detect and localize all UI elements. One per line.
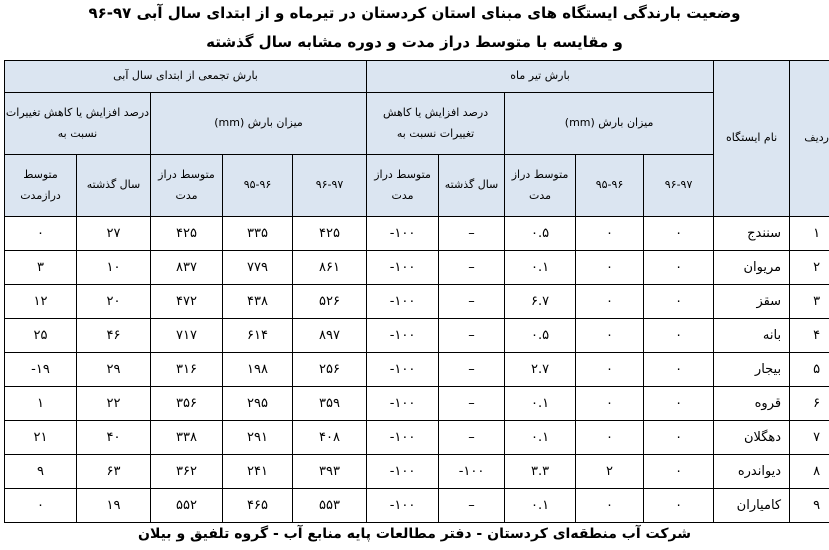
tir-pct-last-year-header: سال گذشته (439, 155, 505, 217)
value-cell-c-9695: ۳۳۵ (223, 217, 293, 251)
value-cell-c-9796: ۴۰۸ (293, 421, 367, 455)
value-cell-t-avg: ۳.۳ (505, 455, 576, 489)
value-cell-c-9796: ۴۲۵ (293, 217, 367, 251)
value-cell-t-pct_avg: -۱۰۰ (367, 387, 439, 421)
value-cell-t-9796: ۰ (644, 455, 714, 489)
value-cell-t-9695: ۰ (576, 217, 644, 251)
row-number-cell: ۶ (790, 387, 829, 421)
value-cell-c-avg: ۴۲۵ (151, 217, 223, 251)
document-title-line1: وضعیت بارندگی ایستگاه های مبنای استان کردستان در تیرماه و از ابتدای سال آبی ۹۷-۹۶ (88, 4, 741, 22)
station-name-cell: دیواندره (714, 455, 790, 489)
value-cell-c-9695: ۲۹۱ (223, 421, 293, 455)
value-cell-c-9695: ۷۷۹ (223, 251, 293, 285)
row-number-cell: ۷ (790, 421, 829, 455)
value-cell-c-pct_avg: ۲۵ (5, 319, 77, 353)
value-cell-t-avg: ۰.۱ (505, 251, 576, 285)
value-cell-c-9796: ۳۵۹ (293, 387, 367, 421)
value-cell-t-9796: ۰ (644, 251, 714, 285)
value-cell-t-avg: ۰.۱ (505, 387, 576, 421)
value-cell-c-9796: ۸۶۱ (293, 251, 367, 285)
value-cell-t-avg: ۰.۱ (505, 489, 576, 523)
station-name-cell: بانه (714, 319, 790, 353)
value-cell-c-avg: ۴۷۲ (151, 285, 223, 319)
value-cell-c-9796: ۵۲۶ (293, 285, 367, 319)
value-cell-c-9695: ۲۴۱ (223, 455, 293, 489)
table-row (5, 489, 829, 523)
station-name-header: نام ایستگاه (714, 61, 790, 217)
row-number-header: ردیف (790, 61, 829, 217)
value-cell-t-9796: ۰ (644, 319, 714, 353)
value-cell-c-last: ۱۹ (77, 489, 151, 523)
tir-rain-amount-header: میزان بارش (mm) (505, 93, 714, 155)
tir-long-avg-header: متوسط دراز مدت (505, 155, 576, 217)
value-cell-c-pct_avg: ۹ (5, 455, 77, 489)
value-cell-t-avg: ۰.۵ (505, 217, 576, 251)
table-row (5, 455, 829, 489)
value-cell-t-avg: ۰.۱ (505, 421, 576, 455)
value-cell-c-9695: ۶۱۴ (223, 319, 293, 353)
station-name-cell: سنندج (714, 217, 790, 251)
value-cell-c-last: ۲۰ (77, 285, 151, 319)
station-name-cell: قروه (714, 387, 790, 421)
value-cell-c-9695: ۱۹۸ (223, 353, 293, 387)
cum-9796-header: ۹۶-۹۷ (293, 155, 367, 217)
tir-rain-header: بارش تیر ماه (367, 61, 714, 93)
value-cell-c-9796: ۸۹۷ (293, 319, 367, 353)
cum-rain-amount-header: میزان بارش (mm) (151, 93, 367, 155)
value-cell-t-last: – (439, 319, 505, 353)
value-cell-t-last: – (439, 489, 505, 523)
value-cell-t-last: -۱۰۰ (439, 455, 505, 489)
value-cell-c-pct_avg: ۰ (5, 489, 77, 523)
value-cell-c-avg: ۷۱۷ (151, 319, 223, 353)
value-cell-t-pct_avg: -۱۰۰ (367, 217, 439, 251)
table-row (5, 217, 829, 251)
value-cell-c-last: ۶۳ (77, 455, 151, 489)
value-cell-c-9695: ۲۹۵ (223, 387, 293, 421)
value-cell-c-9695: ۴۳۸ (223, 285, 293, 319)
tir-9796-header: ۹۶-۹۷ (644, 155, 714, 217)
row-number-cell: ۹ (790, 489, 829, 523)
table-row (5, 353, 829, 387)
value-cell-t-last: – (439, 217, 505, 251)
value-cell-c-avg: ۳۶۲ (151, 455, 223, 489)
cum-long-avg-header: متوسط دراز مدت (151, 155, 223, 217)
value-cell-t-9695: ۰ (576, 387, 644, 421)
value-cell-t-avg: ۰.۵ (505, 319, 576, 353)
station-name-cell: سقز (714, 285, 790, 319)
value-cell-c-pct_avg: ۱۲ (5, 285, 77, 319)
value-cell-t-9695: ۰ (576, 251, 644, 285)
tir-9695-header: ۹۵-۹۶ (576, 155, 644, 217)
value-cell-c-pct_avg: ۰ (5, 217, 77, 251)
cum-pct-long-avg-header: متوسط درازمدت (5, 155, 77, 217)
value-cell-c-9796: ۵۵۳ (293, 489, 367, 523)
table-row (5, 319, 829, 353)
value-cell-t-9695: ۰ (576, 319, 644, 353)
value-cell-c-avg: ۳۵۶ (151, 387, 223, 421)
value-cell-t-avg: ۶.۷ (505, 285, 576, 319)
value-cell-t-last: – (439, 251, 505, 285)
value-cell-t-pct_avg: -۱۰۰ (367, 353, 439, 387)
row-number-cell: ۲ (790, 251, 829, 285)
value-cell-t-pct_avg: -۱۰۰ (367, 421, 439, 455)
value-cell-c-last: ۴۶ (77, 319, 151, 353)
value-cell-c-last: ۲۲ (77, 387, 151, 421)
value-cell-c-pct_avg: -۱۹ (5, 353, 77, 387)
tir-pct-long-avg-header: متوسط دراز مدت (367, 155, 439, 217)
value-cell-t-9695: ۰ (576, 353, 644, 387)
cum-pct-change-header: درصد افزایش یا کاهش تغییرات نسبت به (5, 93, 151, 155)
station-name-cell: بیجار (714, 353, 790, 387)
table-row (5, 421, 829, 455)
value-cell-t-pct_avg: -۱۰۰ (367, 251, 439, 285)
value-cell-c-9796: ۳۹۳ (293, 455, 367, 489)
cum-9695-header: ۹۵-۹۶ (223, 155, 293, 217)
row-number-cell: ۴ (790, 319, 829, 353)
value-cell-c-9695: ۴۶۵ (223, 489, 293, 523)
value-cell-t-9796: ۰ (644, 285, 714, 319)
value-cell-t-9695: ۰ (576, 421, 644, 455)
value-cell-t-9796: ۰ (644, 387, 714, 421)
value-cell-c-avg: ۵۵۲ (151, 489, 223, 523)
row-number-cell: ۵ (790, 353, 829, 387)
table-row (5, 387, 829, 421)
row-number-cell: ۱ (790, 217, 829, 251)
station-name-cell: دهگلان (714, 421, 790, 455)
value-cell-t-pct_avg: -۱۰۰ (367, 319, 439, 353)
value-cell-t-9796: ۰ (644, 489, 714, 523)
value-cell-c-pct_avg: ۲۱ (5, 421, 77, 455)
value-cell-c-last: ۱۰ (77, 251, 151, 285)
value-cell-t-9796: ۰ (644, 421, 714, 455)
row-number-cell: ۳ (790, 285, 829, 319)
value-cell-c-avg: ۸۳۷ (151, 251, 223, 285)
cum-pct-last-year-header: سال گذشته (77, 155, 151, 217)
rainfall-table (4, 60, 829, 523)
value-cell-t-last: – (439, 353, 505, 387)
document-title-line2: و مقایسه با متوسط دراز مدت و دوره مشابه سال گذشته (206, 33, 623, 51)
value-cell-t-9695: ۲ (576, 455, 644, 489)
value-cell-c-9796: ۲۵۶ (293, 353, 367, 387)
value-cell-c-last: ۲۹ (77, 353, 151, 387)
station-name-cell: کامیاران (714, 489, 790, 523)
station-name-cell: مریوان (714, 251, 790, 285)
value-cell-c-last: ۴۰ (77, 421, 151, 455)
table-row (5, 285, 829, 319)
footer-credit: شرکت آب منطقه‌ای کردستان - دفتر مطالعات پایه منابع آب - گروه تلفیق و بیلان (138, 526, 691, 542)
cumulative-rain-header: بارش تجمعی از ابتدای سال آبی (5, 61, 367, 93)
table-row (5, 251, 829, 285)
value-cell-t-last: – (439, 421, 505, 455)
value-cell-t-9695: ۰ (576, 489, 644, 523)
tir-pct-change-header: درصد افزایش یا کاهش تغییرات نسبت به (367, 93, 505, 155)
value-cell-t-pct_avg: -۱۰۰ (367, 455, 439, 489)
value-cell-t-pct_avg: -۱۰۰ (367, 285, 439, 319)
value-cell-t-last: – (439, 387, 505, 421)
value-cell-c-pct_avg: ۳ (5, 251, 77, 285)
value-cell-t-pct_avg: -۱۰۰ (367, 489, 439, 523)
value-cell-c-avg: ۳۳۸ (151, 421, 223, 455)
value-cell-t-9695: ۰ (576, 285, 644, 319)
value-cell-c-avg: ۳۱۶ (151, 353, 223, 387)
value-cell-c-pct_avg: ۱ (5, 387, 77, 421)
value-cell-c-last: ۲۷ (77, 217, 151, 251)
value-cell-t-last: – (439, 285, 505, 319)
row-number-cell: ۸ (790, 455, 829, 489)
value-cell-t-9796: ۰ (644, 353, 714, 387)
value-cell-t-9796: ۰ (644, 217, 714, 251)
value-cell-t-avg: ۲.۷ (505, 353, 576, 387)
